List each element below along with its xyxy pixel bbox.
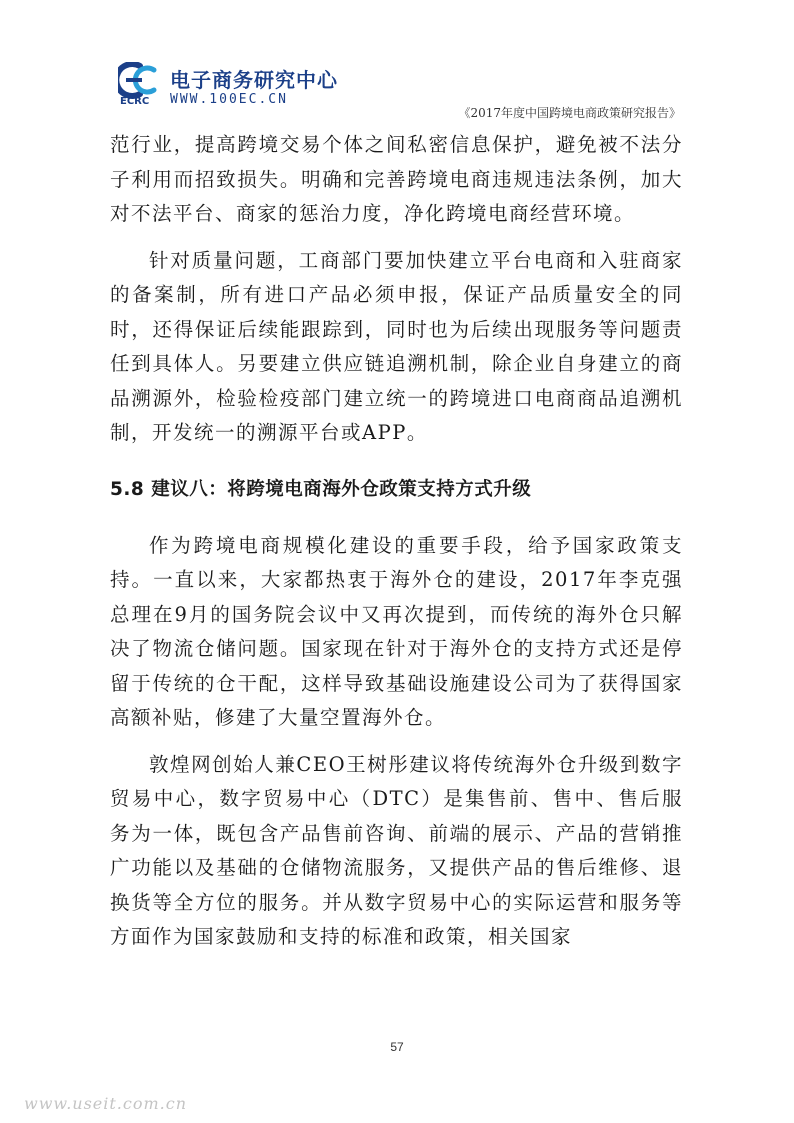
logo: [118, 62, 338, 110]
paragraph-privacy: 范行业，提高跨境交易个体之间私密信息保护，避免被不法分子利用而招致损失。明确和完善跨境电商违规违法条例，加大对不法平台、商家的惩治力度，净化跨境电商经营环境。: [110, 133, 683, 225]
logo-url: WWW.100EC.CN: [170, 92, 288, 107]
report-title: 《2017年度中国跨境电商政策研究报告》: [458, 106, 681, 120]
page-header: [0, 0, 794, 125]
paragraph-dtc: 敦煌网创始人兼CEO王树彤建议将传统海外仓升级到数字贸易中心，数字贸易中心（DTC）是集售前、售中、售后服务为一体，既包含产品售前咨询、前端的展示、产品的营销推广功能以及基础的仓储物流服务，又提供产品的售后维修、退换货等全方位的服务。并从数字贸易中心的实际运营和服务等方面作为国家鼓励和支持的标准和政策，相关国家: [110, 752, 683, 948]
logo-chinese-name: 电子商务研究中心: [170, 68, 338, 92]
watermark: www.useit.com.cn: [24, 1094, 188, 1113]
logo-abbreviation: ECRC: [120, 96, 150, 107]
page-content: [110, 128, 683, 955]
section-heading: 5.8 建议八：将跨境电商海外仓政策支持方式升级: [110, 478, 532, 500]
paragraph-overseas-warehouse: 作为跨境电商规模化建设的重要手段，给予国家政策支持。一直以来，大家都热衷于海外仓的建设，2017年李克强总理在9月的国务院会议中又再次提到，而传统的海外仓只解决了物流仓储问题。国家现在针对于海外仓的支持方式还是停留于传统的仓干配，这样导致基础设施建设公司为了获得国家高额补贴，修建了大量空置海外仓。: [110, 533, 683, 729]
page-number: 57: [390, 1040, 404, 1054]
paragraph-quality: 针对质量问题，工商部门要加快建立平台电商和入驻商家的备案制，所有进口产品必须申报，保证产品质量安全的同时，还得保证后续能跟踪到，同时也为后续出现服务等问题责任到具体人。另要建立供应链追溯机制，除企业自身建立的商品溯源外，检验检疫部门建立统一的跨境进口电商商品追溯机制，开发统一的溯源平台或APP。: [110, 248, 683, 444]
